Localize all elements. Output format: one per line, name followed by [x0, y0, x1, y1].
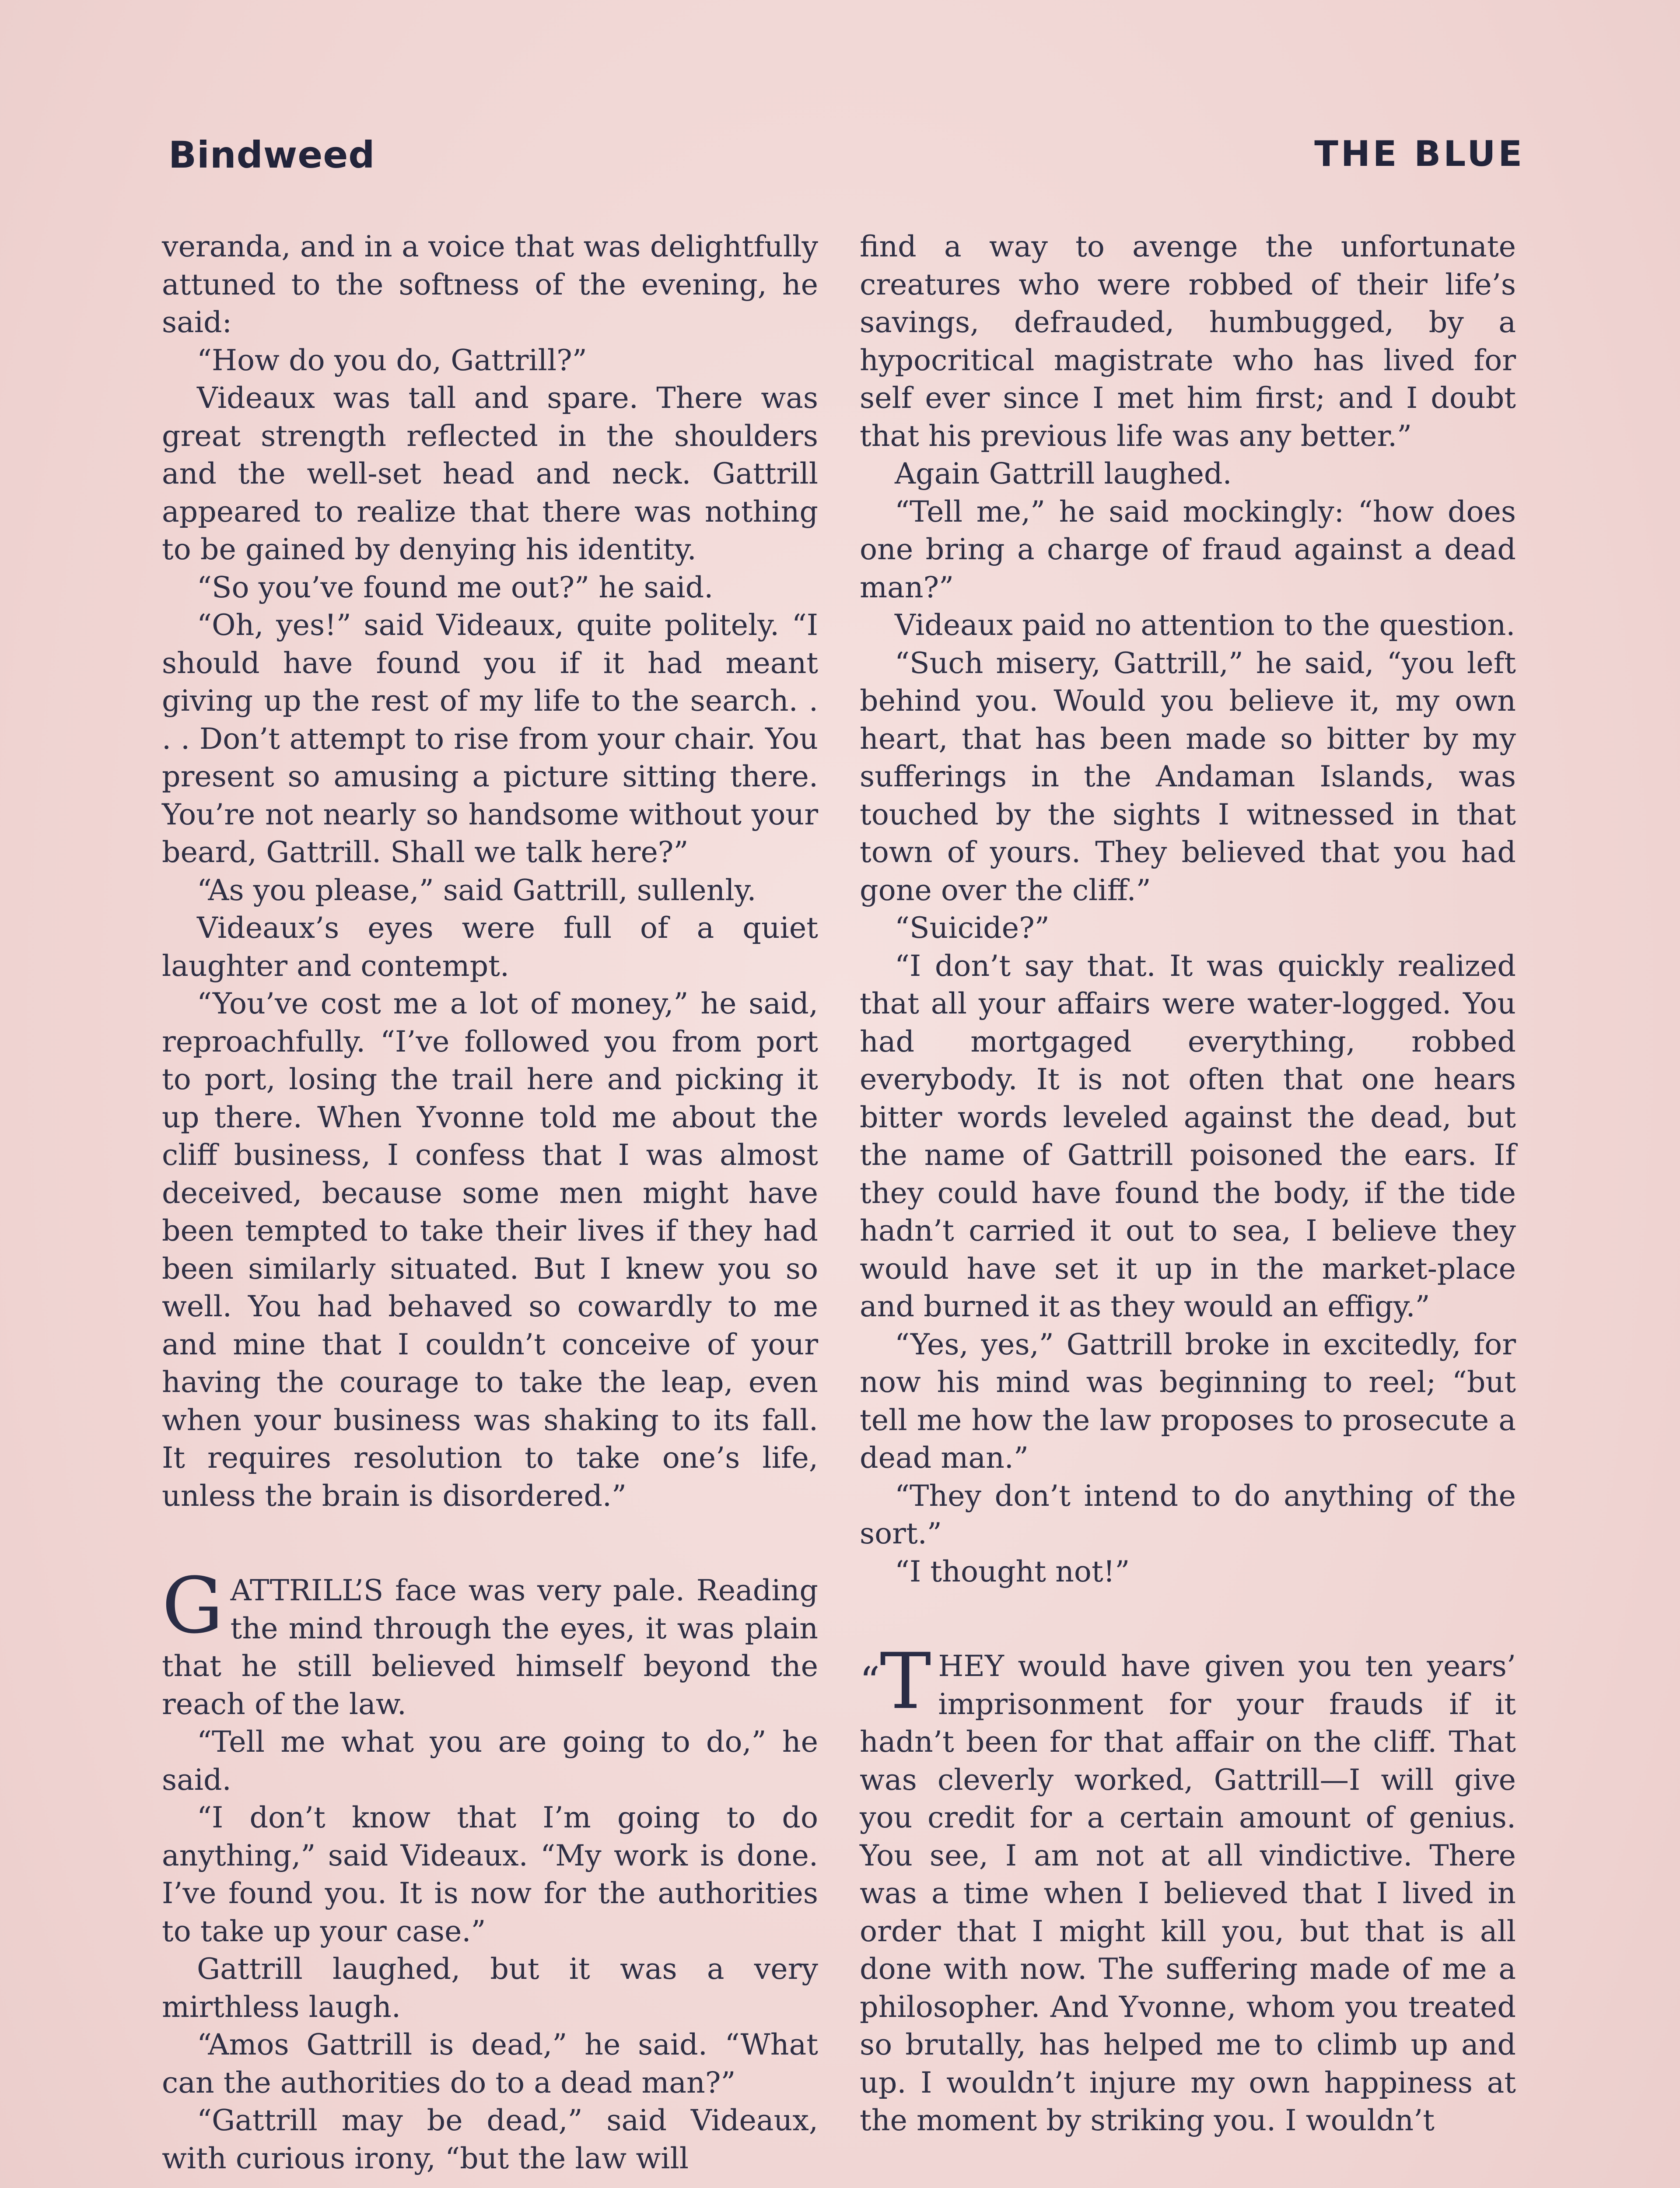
paragraph: Videaux paid no attention to the question. — [895, 608, 1516, 642]
paragraph: “I don’t say that. It was quickly realized that all your affairs were water-logged. You had mortgaged everything, robbed everybody. It is not often that one hears bitter words leveled against the dead, but the name of Gattrill poisoned the ears. If they could have found the body, if the tide hadn’t carried it out to sea, I believe they would have set it up in the market-place and burned it as they would an effigy.” — [860, 948, 1516, 1323]
paragraph: Again Gattrill laughed. — [895, 456, 1232, 491]
paragraph: “Suicide?” — [895, 911, 1050, 945]
paragraph: “You’ve cost me a lot of money,” he said, reproachfully. “I’ve followed you from port to port, losing the trail here and picking it up there. When Yvonne told me about the cliff business, I confess that I was almost deceived, because some men might have been tempted to take their lives if they had been similarly situated. But I knew you so well. You had behaved so cowardly to me and mine that I couldn’t conceive of your having the courage to take the leap, even when your business was shaking to its fall. It requires resolution to take one’s life, unless the brain is disordered.” — [162, 986, 818, 1513]
paragraph: “I thought not!” — [895, 1554, 1130, 1588]
paragraph: “I don’t know that I’m going to do anything,” said Videaux. “My work is done. I’ve found you. It is now for the authorities to take up your case.” — [162, 1800, 818, 1948]
paragraph: “Tell me what you are going to do,” he said. — [162, 1725, 818, 1797]
paragraph: “Such misery, Gattrill,” he said, “you left behind you. Would you believe it, my own heart, that has been made so bitter by my sufferings in the Andaman Islands, was touched by the sights I witnessed in that town of yours. They believed that you had gone over the cliff.” — [860, 645, 1516, 907]
paragraph: “Amos Gattrill is dead,” he said. “What can the authorities do to a dead man?” — [162, 2027, 818, 2100]
drop-cap — [860, 1637, 931, 1726]
paragraph: “So you’ve found me out?” he said. — [197, 570, 714, 604]
running-head-title: Bindweed — [168, 133, 375, 176]
dropcap-paragraph — [162, 1561, 818, 1723]
left-column — [162, 228, 818, 2177]
paragraph: “As you please,” said Gattrill, sullenly. — [197, 873, 756, 907]
paragraph: “Tell me,” he said mockingly: “how does one bring a charge of fraud against a dead man?” — [860, 494, 1516, 604]
drop-cap-letter: T — [880, 1637, 931, 1726]
drop-cap: G — [162, 1561, 224, 1651]
right-column — [860, 228, 1516, 2139]
paragraph: “Gattrill may be dead,” said Videaux, with curious irony, “but the law will — [162, 2103, 818, 2175]
dropcap-paragraph — [860, 1637, 1516, 2139]
paragraph: Videaux’s eyes were full of a quiet laughter and contempt. — [162, 911, 818, 983]
dropcap-paragraph-text: ATTRILL’S face was very pale. Reading the mind through the eyes, it was plain that he still believed himself beyond the reach of the law. — [162, 1573, 818, 1721]
paragraph: Videaux was tall and spare. There was great strength reflected in the shoulders and the well-set head and neck. Gattrill appeared to realize that there was nothing to be gained by denying his identity. — [162, 381, 818, 566]
paragraph: “They don’t intend to do anything of the sort.” — [860, 1478, 1516, 1550]
paragraph: “Oh, yes!” said Videaux, quite politely. “I should have found you if it had meant giving up the rest of my life to the search. . . . Don’t attempt to rise from your chair. You present so amusing a picture sitting there. You’re not nearly so handsome without your beard, Gattrill. Shall we talk here?” — [162, 608, 818, 869]
running-head-magazine: THE BLUE — [1314, 133, 1525, 174]
paragraph: Gattrill laughed, but it was a very mirthless laugh. — [162, 1952, 818, 2024]
drop-cap-quote: “ — [860, 1659, 880, 1704]
paragraph: “How do you do, Gattrill?” — [197, 343, 587, 377]
paragraph: “Yes, yes,” Gattrill broke in excitedly, for now his mind was beginning to reel; “but tell me how the law proposes to prosecute a dead man.” — [860, 1327, 1516, 1475]
dropcap-paragraph-text: HEY would have given you ten years’ imprisonment for your frauds if it hadn’t been for that affair on the cliff. That was cleverly worked, Gattrill—I will give you credit for a certain amount of genius. You see, I am not at all vindictive. There was a time when I believed that I lived in order that I might kill you, but that is all done with now. The suffering made of me a philosopher. And Yvonne, whom you treated so brutally, has helped me to climb up and up. I wouldn’t injure my own happiness at the moment by striking you. I wouldn’t — [860, 1649, 1516, 2137]
paragraph: find a way to avenge the unfortunate creatures who were robbed of their life’s savings, defrauded, humbugged, by a hypocritical magistrate who has lived for self ever since I met him first; and I doubt that his previous life was any better.” — [860, 229, 1516, 453]
paragraph: veranda, and in a voice that was delightfully attuned to the softness of the evening, he said: — [162, 229, 818, 339]
